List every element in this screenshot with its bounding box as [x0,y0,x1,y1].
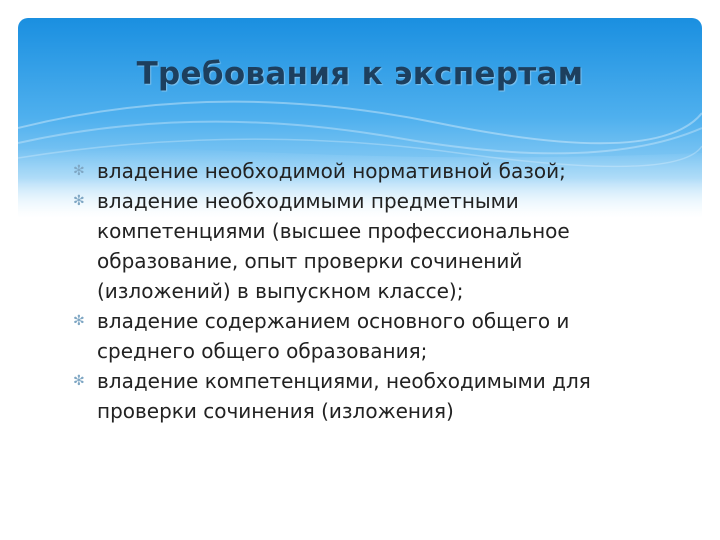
bullet-item [72,186,632,306]
bullet-item [72,366,632,426]
bullet-text: владение необходимой нормативной базой; [97,159,566,183]
snowflake-icon: ✻ [73,163,85,179]
bullet-list [72,156,632,426]
bullet-item [72,156,632,186]
bullet-text: владение необходимыми предметными компетенциями (высшее профессиональное образование, опыт проверки сочинений (изложений) в выпускном классе); [97,189,570,303]
snowflake-icon: ✻ [73,193,85,209]
bullet-text: владение компетенциями, необходимыми для проверки сочинения (изложения) [97,369,591,423]
bullet-item [72,306,632,366]
snowflake-icon: ✻ [73,313,85,329]
snowflake-icon: ✻ [73,373,85,389]
bullet-text: владение содержанием основного общего и среднего общего образования; [97,309,570,363]
slide-title: Требования к экспертам [136,56,584,92]
